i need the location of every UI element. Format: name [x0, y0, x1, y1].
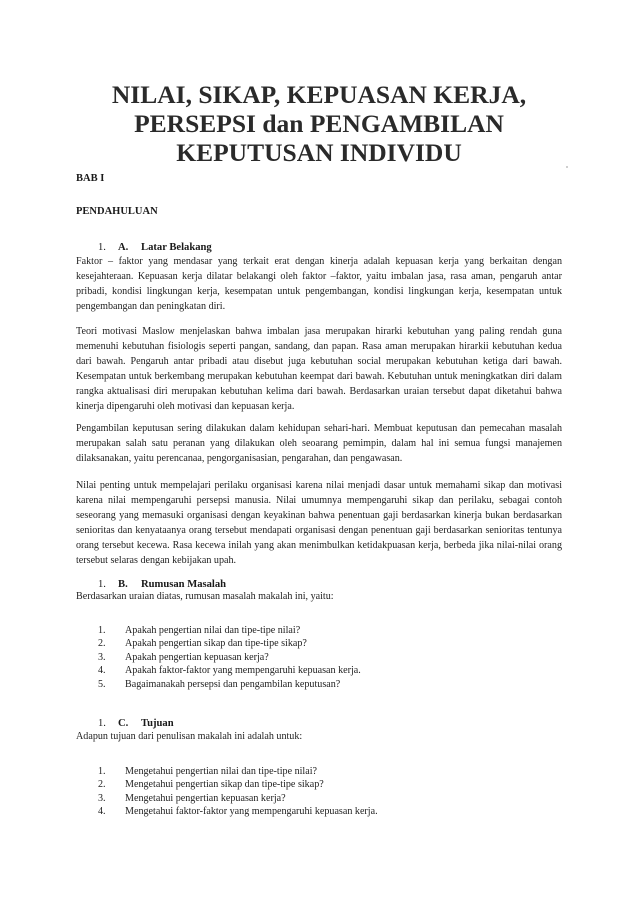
list-number: 3.	[98, 651, 106, 663]
section-number: 1.	[98, 579, 106, 590]
paragraph: Teori motivasi Maslow menjelaskan bahwa imbalan jasa merupakan hirarki kebutuhan yang paling rendah guna memenuhi kebutuhan fisiologis seperti pangan, sandang, dan papan. Rasa aman merupakan hirarkii kebutuhan kedua dari bawah. Pengaruh antar pribadi atau disebut juga kebutuhan social merupakan kebutuhan ketiga dari bawah. Kesempatan untuk berkembang merupakan kebutuhan keempat dari bawah. Kebutuhan untuk meningkatkan diri dalam rangka aktualisasi diri merupakan kebutuhan kelima dari bawah. Berdasarkan uraian tersebut dapat diketahui bahwa kinerja dipengaruhi oleh motivasi dan kepuasan kerja.	[76, 326, 562, 412]
section-title: Rumusan Masalah	[141, 579, 227, 590]
list-text: Mengetahui faktor-faktor yang mempengaruhi kepuasan kerja.	[125, 806, 378, 818]
list-item	[98, 792, 378, 805]
list-number: 2.	[98, 638, 106, 650]
list-text: Mengetahui pengertian kepuasan kerja?	[125, 792, 286, 804]
title-line: KEPUTUSAN INDIVIDU	[176, 138, 462, 167]
section-number: 1.	[98, 242, 106, 253]
section-heading-a	[98, 242, 212, 253]
list-text: Apakah pengertian kepuasan kerja?	[125, 651, 269, 663]
section-heading-c	[98, 718, 174, 729]
list-item	[98, 805, 378, 818]
chapter-label: BAB I	[76, 173, 105, 184]
section-heading-b	[98, 579, 226, 590]
page-speck	[566, 166, 568, 168]
list-item	[98, 678, 361, 691]
section-number: 1.	[98, 718, 106, 729]
rumusan-list	[98, 624, 361, 691]
paragraph: Faktor – faktor yang mendasar yang terkait erat dengan kinerja adalah kepuasan kerja yang berkaitan dengan kesejahteraan. Kepuasan kerja dilatar belakangi oleh faktor –faktor, yaitu imbalan jasa, rasa aman, pengaruh antar pribadi, kondisi lingkungan kerja, kesempatan untuk pengembangan, kondisi lingkungan kerja, kesempatan untuk pengembangan dan peningkatan diri.	[76, 256, 562, 312]
list-text: Mengetahui pengertian nilai dan tipe-tipe nilai?	[125, 766, 317, 777]
list-item	[98, 778, 378, 791]
title-line: PERSEPSI dan PENGAMBILAN	[134, 109, 504, 138]
paragraph: Nilai penting untuk mempelajari perilaku organisasi karena nilai menjadi dasar untuk memahami sikap dan motivasi karena nilai mempengaruhi persepsi manusia. Nilai umumnya mempengaruhi sikap dan perilaku, sebagai contoh seseorang yang memasuki organisasi dengan keyakinan bahwa penentuan gaji berdasarkan kinerja bukan berdasarkan senioritas dan kenyataanya orang tersebut mendapati organisasi dengan penentuan gaji berdasarkan senioritas tentunya orang tersebut kecewa. Rasa kecewa inilah yang akan menimbulkan ketidakpuasan kerja, berbeda jika nilai-nilai orang tersebut selaras dengan kebijakan upah.	[76, 480, 562, 566]
section-intro: Adapun tujuan dari penulisan makalah ini adalah untuk:	[76, 731, 303, 742]
list-text: Apakah pengertian sikap dan tipe-tipe sikap?	[125, 638, 307, 650]
list-item	[98, 624, 361, 637]
list-item	[98, 637, 361, 650]
list-number: 3.	[98, 792, 106, 804]
list-text: Bagaimanakah persepsi dan pengambilan keputusan?	[125, 678, 341, 690]
list-number: 2.	[98, 779, 106, 791]
paragraph: Pengambilan keputusan sering dilakukan dalam kehidupan sehari-hari. Membuat keputusan dan pemecahan masalah merupakan salah satu peranan yang dilakukan oleh seoarang pemimpin, dalam hal ini semua fungsi manajemen dilaksanakan, yaitu perencanaa, pengorganisasian, pengarahan, dan pengawasan.	[76, 423, 562, 464]
list-number: 5.	[98, 678, 106, 690]
list-text: Apakah pengertian nilai dan tipe-tipe nilai?	[125, 625, 301, 636]
tujuan-list	[98, 765, 378, 819]
section-title: Latar Belakang	[141, 242, 212, 253]
list-number: 4.	[98, 806, 106, 818]
chapter-heading: PENDAHULUAN	[76, 206, 158, 217]
section-letter: B.	[118, 579, 128, 590]
section-title: Tujuan	[141, 718, 174, 729]
list-item	[98, 765, 378, 778]
document-title	[60, 80, 578, 167]
list-text: Apakah faktor-faktor yang mempengaruhi kepuasan kerja.	[125, 665, 361, 677]
title-line: NILAI, SIKAP, KEPUASAN KERJA,	[111, 80, 527, 109]
section-letter: C.	[118, 718, 129, 729]
list-number: 1.	[98, 766, 106, 777]
list-item	[98, 664, 361, 677]
list-text: Mengetahui pengertian sikap dan tipe-tipe sikap?	[125, 779, 324, 791]
list-item	[98, 651, 361, 664]
section-intro: Berdasarkan uraian diatas, rumusan masalah makalah ini, yaitu:	[76, 591, 334, 602]
list-number: 4.	[98, 665, 106, 677]
list-number: 1.	[98, 625, 106, 636]
section-letter: A.	[118, 242, 129, 253]
